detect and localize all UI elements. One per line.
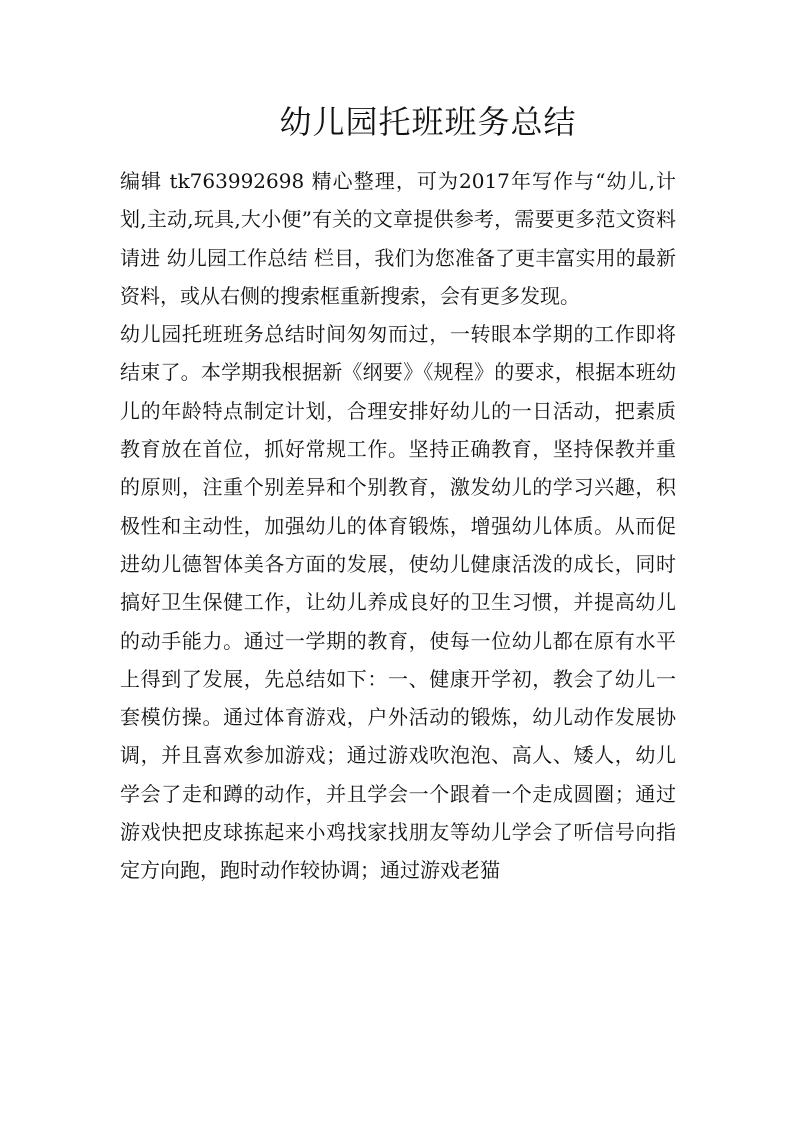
intro-paragraph: 编辑 tk763992698 精心整理，可为2017年写作与“幼儿,计划,主动,玩具,大小便”有关的文章提供参考，需要更多范文资料请进 幼儿园工作总结 栏目，我们为您准备了更丰富实用的最新资料，或从右侧的搜索框重新搜索，会有更多发现。 xyxy=(120,169,676,308)
document-title: 幼儿园托班班务总结 xyxy=(279,103,577,141)
document-body xyxy=(120,162,676,890)
body-paragraph: 幼儿园托班班务总结时间匆匆而过，一转眼本学期的工作即将结束了。本学期我根据新《纲要》《规程》的要求，根据本班幼儿的年龄特点制定计划，合理安排好幼儿的一日活动，把素质教育放在首位，抓好常规工作。坚持正确教育，坚持保教并重的原则，注重个别差异和个别教育，激发幼儿的学习兴趣，积极性和主动性，加强幼儿的体育锻炼，增强幼儿体质。从而促进幼儿德智体美各方面的发展，使幼儿健康活泼的成长，同时搞好卫生保健工作，让幼儿养成良好的卫生习惯，并提高幼儿的动手能力。通过一学期的教育，使每一位幼儿都在原有水平上得到了发展，先总结如下：一、健康开学初，教会了幼儿一套模仿操。通过体育游戏，户外活动的锻炼，幼儿动作发展协调，并且喜欢参加游戏；通过游戏吹泡泡、高人、矮人，幼儿学会了走和蹲的动作，并且学会一个跟着一个走成圆圈；通过游戏快把皮球拣起来小鸡找家找朋友等幼儿学会了听信号向指定方向跑，跑时动作较协调；通过游戏老猫 xyxy=(120,322,676,883)
